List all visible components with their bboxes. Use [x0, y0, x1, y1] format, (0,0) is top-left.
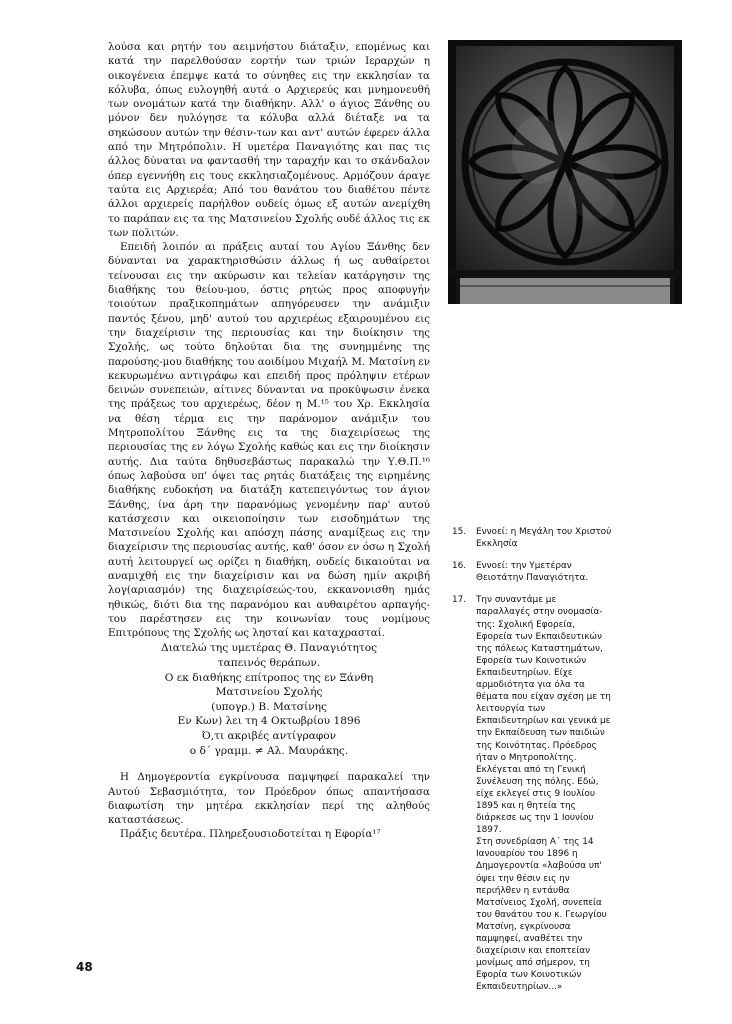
photo-iron-rosette-grille	[448, 40, 682, 304]
footnote-number: 15.	[452, 527, 467, 537]
page-number: 48	[76, 960, 93, 974]
footnote-text: Στη συνεδρίαση Α΄ της 14 Ιανουαρίου του 1896 η Δημογεροντία «λαβούσα υπ' όψει την θέσιν εις ην περιήλθεν η εντάυθα Ματσίνειος Σχολή, συνεπεία του θανάτου του κ. Γεωργίου Ματσίνη, εγκρίνουσα παμψηφεί, αναθέτει την διαχείρισιν και εποπτείαν μονίμως από σήμερον, τη Εφορία των Κοινοτικών Εκπαιδευτηρίων...»	[476, 837, 607, 993]
footnote-text: Την συναντάμε με παραλλαγές στην ονομασία-της: Σχολική Εφορεία, Εφορεία των Εκπαιδευτικών της πόλεως Καταστημάτων, Εφορεία των Κοινοτικών Εκπαιδευτηρίων. Είχε αρμοδιότητα για όλα τα θέματα που είχαν σχέση με τη λειτουργία των Εκπαιδευτηρίων και γενικά με την Εκπαίδευση των παιδιών της Κοινότητας. Πρόεδρος ήταν ο Μητροπολίτης. Εκλέγεται από τη Γενική Συνέλευση της πόλης. Εδώ, είχε εκλεγεί στις 9 Ιουλίου 1895 και η θητεία της διάρκεσε ως την 1 Ιουνίου 1897.	[476, 595, 611, 836]
rosette-grille-illustration	[448, 40, 682, 304]
signature-line: Ματσινείου Σχολής	[215, 686, 323, 699]
footnote-number: 16.	[452, 561, 467, 572]
signature-line: (υπογρ.) Β. Ματσίνης	[211, 700, 327, 713]
footnote-17	[452, 594, 612, 993]
body-paragraph-2: Επειδή λοιπόν αι πράξεις αυταί του Αγίου Ξάνθης δεν δύνανται να χαρακτηρισθώσιν άλλως ή ως αυθαίρετοι τείνουσαι εις την ακύρωσιν και τελείαν κατάργησιν της διαθήκης του θείου-μου, όστις ρητώς προς αποφυγήν τοιούτων πραξικοπημάτων απηγόρευσεν την ανάμιξιν παντός ξένου, μηδ' αυτού του αρχιερέως εξαιρουμένου εις την διαχείρισιν της περιουσίας και την διοίκησιν της Σχολής, ως τούτο δηλούται δια της συνημμένης της παρούσης-μου διαθήκης του αοιδίμου Μιχαήλ Μ. Ματσίνη εν κεκυρωμένω αντιγράφω και επειδή προς πρόληψιν ετέρων δεινών συνεπειών, αίτινες δύνανται να προκύψωσιν ένεκα της πράξεως του αρχιερέως, δέον η Μ.¹⁵ του Χρ. Εκκλησία να θέση τέρμα εις την παράνομον ανάμιξιν του Μητροπολίτου Ξάνθης εις τα της διαχειρίσεως της περιουσίας της εν λόγω Σχολής καθώς και εις την διοίκησιν αυτής. Δια ταύτα δηθυσεβάστως παρακαλώ την Υ.Θ.Π.¹⁶ όπως λαβούσα υπ' όψει τας ρητάς διατάξεις της ειρημένης διαθήκης ευδοκήση να διατάξη κατεπειγόντως τον άγιον Ξάνθης, ίνα άρη την παρανόμως γενομένην παρ' αυτού κατάσχεσιν και οικειοποίησιν των εισοδημάτων της Ματσινείου Σχολής και απόσχη πάσης αναμίξεως εις την διαχείρισιν της περιουσίας αυτής, καθ' όσον εν όσω η Σχολή αυτή λειτουργεί ως ορίζει η διαθήκη, ουδείς δικαιούται να αναμιχθή εις την διαχείρισιν και να δώση ημίν ακριβή λογ(αριασμόν) της διαχειρίσεώς-του, εκκανονισθη ημάς ηθικώς, διότι δια της παρανόμου και αυθαιρέτου αρπαγής-του παρέστησεν εις την κοινωνίαν τους νομίμους Επιτρόπους της Σχολής ως λησταί και καταχρασταί.	[108, 241, 430, 640]
footnotes	[452, 526, 612, 1003]
body-paragraph-4: Πράξις δευτέρα. Πληρεξουσιοδοτείται η Εφορία¹⁷	[120, 828, 381, 841]
footnote-number: 17.	[452, 595, 467, 606]
signature-line: Διατελώ της υμετέρας Θ. Παναγιότητος	[160, 642, 378, 655]
footnote-15	[452, 526, 612, 550]
signature-line: ο δ΄ γραμμ. ≠ Αλ. Μαυράκης.	[189, 744, 349, 757]
footnote-16	[452, 560, 612, 584]
signature-line: ταπεινός θεράπων.	[217, 657, 321, 670]
signature-line: Ό,τι ακριβές αντίγραφον	[201, 730, 337, 743]
body-paragraph-3: Η Δημογεροντία εγκρίνουσα παμψηφεί παρακαλεί την Αυτού Σεβασμιότητα, τον Πρόεδρον όπως απαντήσασα διαφωτίση την μητέρα εκκλησίαν περί της αληθούς καταστάσεως.	[108, 771, 430, 827]
footnote-text: Εννοεί: την Υμετέραν Θειοτάτην Παναγιότητα.	[476, 561, 589, 584]
signature-line: Εν Κων) λει τη 4 Οκτωβρίου 1896	[177, 715, 361, 728]
signature-block	[108, 641, 430, 758]
body-paragraph-1: λούσα και ρητήν του αειμνήστου διάταξιν, επομένως και κατά την παρελθούσαν εορτήν των τριών Ιεραρχών η οικογένεια έπεμψε κατά το σύνηθες εις την εκκλησίαν τα κόλυβα, όπως ευλογηθή αυτά ο Αρχιερεύς και μνημονευθή των ονομάτων κατά την διαθήκην. Αλλ' ο άγιος Ξάνθης ου μόνον δεν ηυλόγησε τα κόλυβα αλλά διέταξε να τα σηκώσουν αυτών την θέσιν-των και αντ' αυτών έφερεν άλλα από την Μητρόπολιν. Η υμετέρα Παναγιότης και πας τις άλλος δύναται να φαντασθή την ταραχήν και το σκάνδαλον όπερ εγεννήθη εις τους εκκλησιαζομένους. Αρμόζουν άραγε ταύτα εις Αρχιερέα; Από του θανάτου του διαθέτου πέντε άλλοι αρχιερείς παρήλθον ουδείς όμως εξ αυτών ανεμίχθη το παράπαν εις τα της Ματσινείου Σχολής ουδέ άλλος τις εκ των πολιτών.	[108, 41, 430, 239]
footnote-text: Εννοεί: η Μεγάλη του Χριστού Εκκλησία	[476, 527, 612, 550]
footnote-body	[476, 560, 612, 584]
main-text-column	[108, 40, 430, 842]
footnote-body	[476, 594, 612, 993]
signature-line: Ο εκ διαθήκης επίτροπος της εν Ξάνθη	[164, 671, 374, 684]
footnote-body	[476, 526, 612, 550]
bottom-text	[108, 770, 430, 841]
